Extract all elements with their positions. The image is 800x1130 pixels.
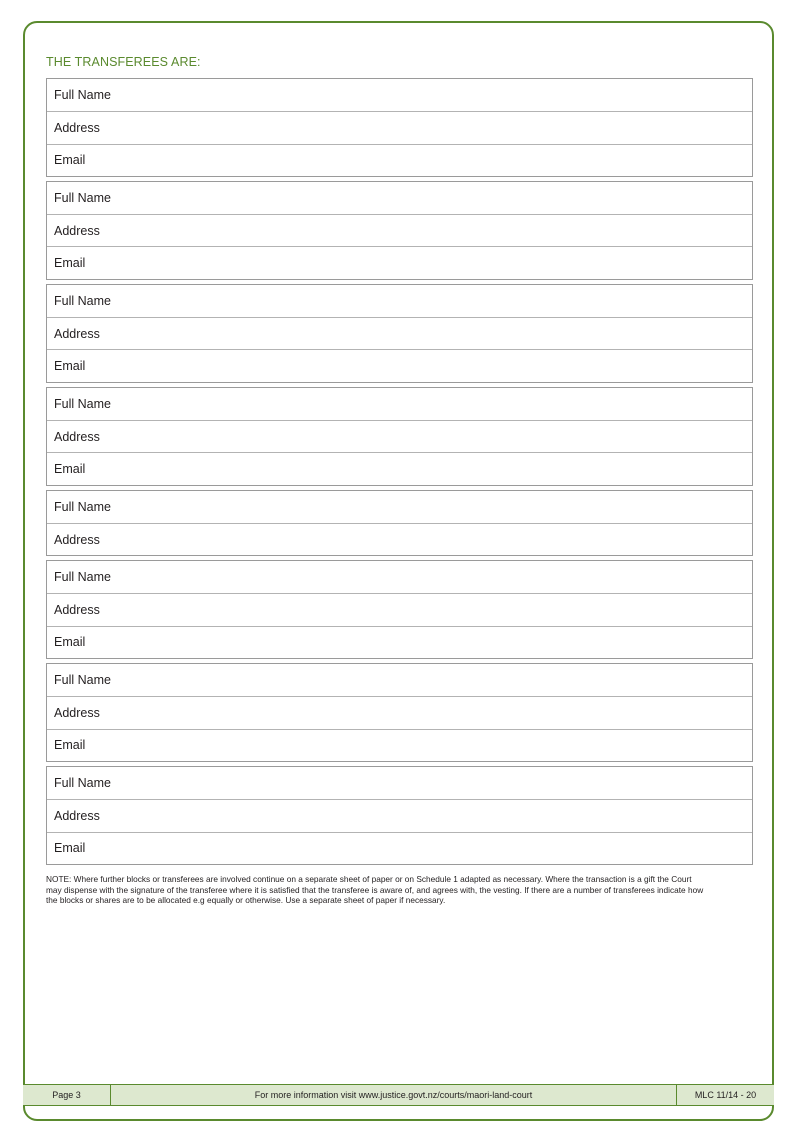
transferee-group bbox=[46, 663, 753, 762]
address-field[interactable] bbox=[47, 111, 752, 143]
full-name-field[interactable] bbox=[47, 182, 752, 214]
full-name-field[interactable] bbox=[47, 491, 752, 523]
full-name-label: Full Name bbox=[54, 673, 111, 688]
address-field[interactable] bbox=[47, 593, 752, 625]
address-label: Address bbox=[54, 223, 100, 238]
address-label: Address bbox=[54, 705, 100, 720]
note-text: NOTE: Where further blocks or transferees are involved continue on a separate sheet of paper or on Schedule 1 adapted as necessary. Where the transaction is a gift the Court may dispense with the signature of the transferee where it is satisfied that the transferee is aware of, and agrees with, the vesting. If there are a number of transferees indicate how the blocks or shares are to be allocated e.g equally or otherwise. Use a separate sheet of paper if necessary. bbox=[46, 874, 704, 906]
address-field[interactable] bbox=[47, 696, 752, 728]
transferee-group bbox=[46, 181, 753, 280]
address-label: Address bbox=[54, 532, 100, 547]
full-name-field[interactable] bbox=[47, 767, 752, 799]
email-label: Email bbox=[54, 256, 86, 271]
full-name-field[interactable] bbox=[47, 79, 752, 111]
full-name-label: Full Name bbox=[54, 293, 111, 308]
full-name-label: Full Name bbox=[54, 191, 111, 206]
footer-info-link: For more information visit www.justice.govt.nz/courts/maori-land-court bbox=[111, 1085, 677, 1105]
transferee-group bbox=[46, 766, 753, 865]
email-field[interactable] bbox=[47, 729, 752, 761]
email-label: Email bbox=[54, 841, 86, 856]
transferee-group bbox=[46, 78, 753, 177]
email-field[interactable] bbox=[47, 832, 752, 864]
transferee-group bbox=[46, 560, 753, 659]
full-name-label: Full Name bbox=[54, 570, 111, 585]
email-field[interactable] bbox=[47, 626, 752, 658]
full-name-field[interactable] bbox=[47, 664, 752, 696]
full-name-field[interactable] bbox=[47, 388, 752, 420]
email-field[interactable] bbox=[47, 452, 752, 484]
address-label: Address bbox=[54, 120, 100, 135]
email-label: Email bbox=[54, 153, 86, 168]
page-footer bbox=[23, 1084, 774, 1106]
full-name-field[interactable] bbox=[47, 561, 752, 593]
page-number: Page 3 bbox=[23, 1085, 111, 1105]
transferee-group bbox=[46, 284, 753, 383]
address-label: Address bbox=[54, 808, 100, 823]
address-field[interactable] bbox=[47, 523, 752, 555]
transferee-group bbox=[46, 387, 753, 486]
email-label: Email bbox=[54, 359, 86, 374]
full-name-field[interactable] bbox=[47, 285, 752, 317]
email-field[interactable] bbox=[47, 144, 752, 176]
email-label: Email bbox=[54, 635, 86, 650]
address-field[interactable] bbox=[47, 317, 752, 349]
email-label: Email bbox=[54, 738, 86, 753]
address-field[interactable] bbox=[47, 420, 752, 452]
full-name-label: Full Name bbox=[54, 499, 111, 514]
transferee-groups bbox=[46, 78, 753, 869]
full-name-label: Full Name bbox=[54, 396, 111, 411]
address-label: Address bbox=[54, 429, 100, 444]
address-label: Address bbox=[54, 326, 100, 341]
form-code: MLC 11/14 - 20 bbox=[694, 1090, 757, 1100]
address-field[interactable] bbox=[47, 214, 752, 246]
full-name-label: Full Name bbox=[54, 88, 111, 103]
transferee-group bbox=[46, 490, 753, 557]
full-name-label: Full Name bbox=[54, 776, 111, 791]
address-field[interactable] bbox=[47, 799, 752, 831]
address-label: Address bbox=[54, 603, 100, 618]
section-heading: THE TRANSFEREES ARE: bbox=[46, 55, 201, 69]
email-field[interactable] bbox=[47, 349, 752, 381]
email-label: Email bbox=[54, 461, 86, 476]
email-field[interactable] bbox=[47, 246, 752, 278]
